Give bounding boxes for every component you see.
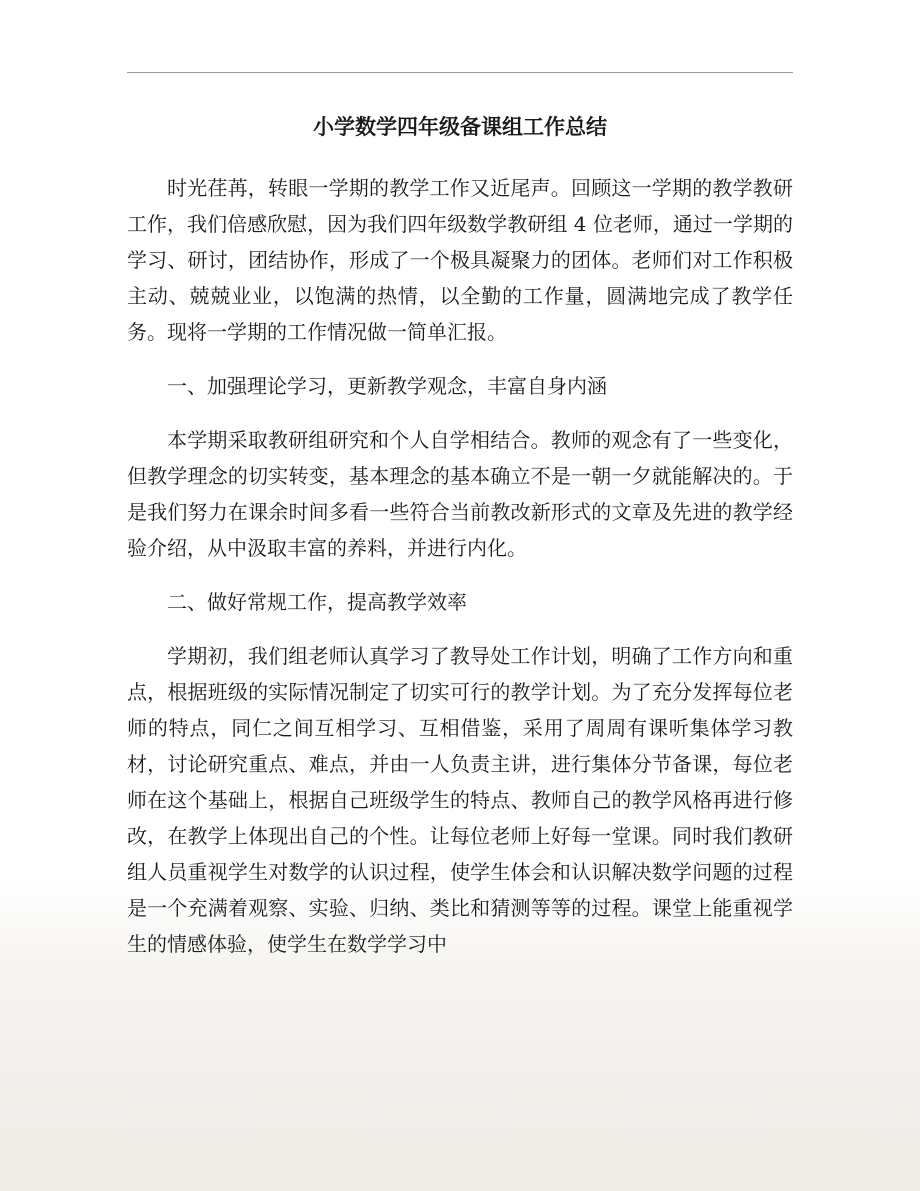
document-body <box>127 170 793 980</box>
document-title: 小学数学四年级备课组工作总结 <box>313 114 607 139</box>
header-rule <box>127 72 793 73</box>
section-2-paragraph: 学期初，我们组老师认真学习了教导处工作计划，明确了工作方向和重点，根据班级的实际情况制定了切实可行的教学计划。为了充分发挥每位老师的特点，同仁之间互相学习、互相借鉴，采用了周周有课听集体学习教材，讨论研究重点、难点，并由一人负责主讲，进行集体分节备课，每位老师在这个基础上，根据自己班级学生的特点、教师自己的教学风格再进行修改，在教学上体现出自己的个性。让每位老师上好每一堂课。同时我们教研组人员重视学生对数学的认识过程，使学生体会和认识解决数学问题的过程是一个充满着观察、实验、归纳、类比和猜测等等的过程。课堂上能重视学生的情感体验，使学生在数学学习中 <box>127 644 793 956</box>
section-heading-2: 二、做好常规工作，提高教学效率 <box>167 590 467 614</box>
intro-paragraph: 时光荏苒，转眼一学期的教学工作又近尾声。回顾这一学期的教学教研工作，我们倍感欣慰，因为我们四年级数学教研组 4 位老师，通过一学期的学习、研讨，团结协作，形成了一个极具凝聚力的团体。老师们对工作积极主动、兢兢业业，以饱满的热情，以全勤的工作量，圆满地完成了教学任务。现将一学期的工作情况做一简单汇报。 <box>127 176 793 344</box>
section-heading-1: 一、加强理论学习，更新教学观念，丰富自身内涵 <box>167 374 607 398</box>
section-1-paragraph: 本学期采取教研组研究和个人自学相结合。教师的观念有了一些变化，但教学理念的切实转变，基本理念的基本确立不是一朝一夕就能解决的。于是我们努力在课余时间多看一些符合当前教改新形式的文章及先进的教学经验介绍，从中汲取丰富的养料，并进行内化。 <box>127 428 793 560</box>
